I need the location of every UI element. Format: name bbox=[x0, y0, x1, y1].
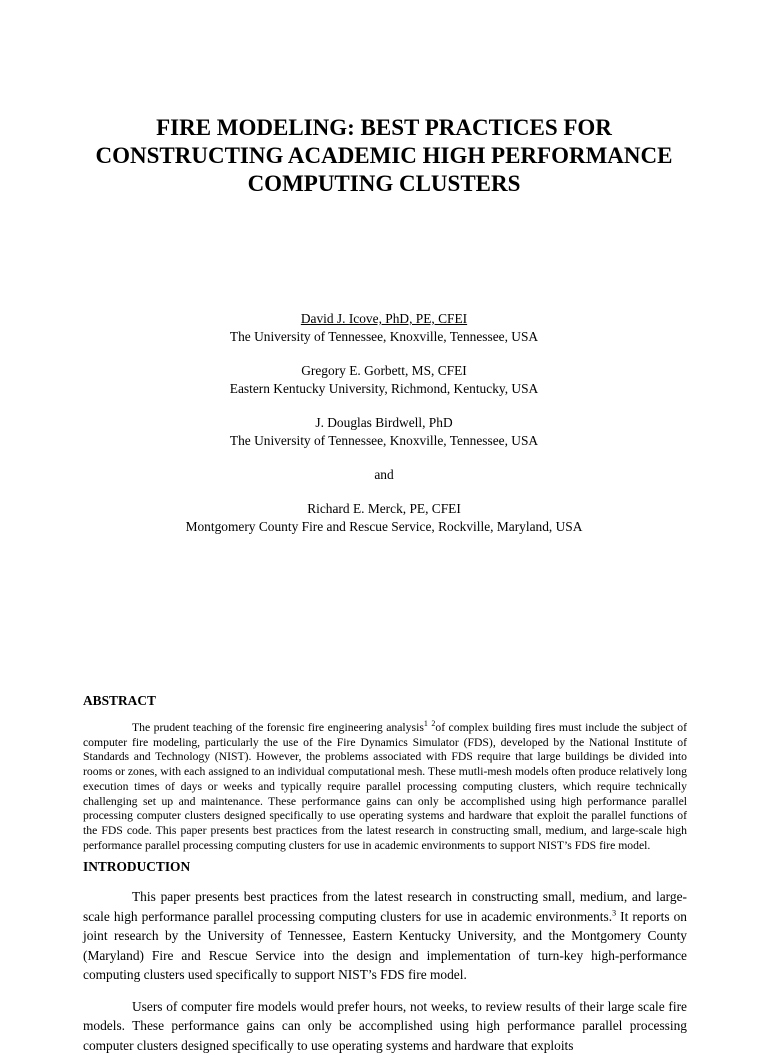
author-3 bbox=[60, 414, 708, 450]
author-affiliation: The University of Tennessee, Knoxville, Tennessee, USA bbox=[60, 432, 708, 450]
intro-p1-text-rest: It reports on joint research by the University of Tennessee, Eastern Kentucky University, and the Montgomery County (Maryland) Fire and Rescue Service into the design and implementation of turn-key high-performance computing clusters used specifically to support NIST’s FDS fire model. bbox=[83, 909, 687, 983]
introduction-body bbox=[83, 887, 687, 1055]
and-separator: and bbox=[60, 466, 708, 484]
intro-p1-text: This paper presents best practices from the latest research in constructing small, medium, and large-scale high performance parallel processing computing clusters for use in academic environments. bbox=[83, 889, 687, 924]
introduction-heading: INTRODUCTION bbox=[83, 859, 190, 875]
author-affiliation: Montgomery County Fire and Rescue Service, Rockville, Maryland, USA bbox=[60, 518, 708, 536]
author-2 bbox=[60, 362, 708, 398]
abstract-heading: ABSTRACT bbox=[83, 693, 156, 709]
author-name: David J. Icove, PhD, PE, CFEI bbox=[60, 310, 708, 328]
author-name: Richard E. Merck, PE, CFEI bbox=[60, 500, 708, 518]
author-affiliation: Eastern Kentucky University, Richmond, Kentucky, USA bbox=[60, 380, 708, 398]
intro-paragraph-1 bbox=[83, 887, 687, 985]
abstract-text-rest: of complex building fires must include the subject of computer fire modeling, particularly the use of the Fire Dynamics Simulator (FDS), developed by the National Institute of Standards and Technology (NIST). However, the problems associated with FDS require that large buildings be divided into rooms or zones, with each assigned to an individual computational mesh. These mutli-mesh models often produce relatively long execution times of days or weeks and typically require parallel processing computing clusters, which require technically challenging set up and maintenance. These performance gains can only be accomplished using high performance parallel processing computer clusters designed specifically to use operating systems and hardware that exploit the parallel functions of the FDS code. This paper presents best practices from the latest research in constructing small, medium, and large-scale high performance parallel processing computing clusters for use in academic environments to support NIST’s FDS fire model. bbox=[83, 721, 687, 852]
author-name: J. Douglas Birdwell, PhD bbox=[60, 414, 708, 432]
author-4 bbox=[60, 500, 708, 536]
footnote-ref[interactable]: 1 bbox=[424, 719, 428, 728]
intro-paragraph-2: Users of computer fire models would prefer hours, not weeks, to review results of their large scale fire models. These performance gains can only be accomplished using high performance parallel processing computer clusters designed specifically to use operating systems and hardware that exploits bbox=[83, 997, 687, 1055]
abstract-text-start: The prudent teaching of the forensic fire engineering analysis bbox=[132, 721, 424, 734]
footnote-ref[interactable]: 2 bbox=[431, 719, 435, 728]
author-block bbox=[60, 310, 708, 552]
author-1 bbox=[60, 310, 708, 346]
author-name: Gregory E. Gorbett, MS, CFEI bbox=[60, 362, 708, 380]
paper-title: FIRE MODELING: BEST PRACTICES FOR CONSTRUCTING ACADEMIC HIGH PERFORMANCE COMPUTING CLUSTERS bbox=[60, 114, 708, 198]
author-affiliation: The University of Tennessee, Knoxville, Tennessee, USA bbox=[60, 328, 708, 346]
footnote-ref[interactable]: 3 bbox=[612, 908, 616, 917]
abstract-body bbox=[83, 721, 687, 853]
